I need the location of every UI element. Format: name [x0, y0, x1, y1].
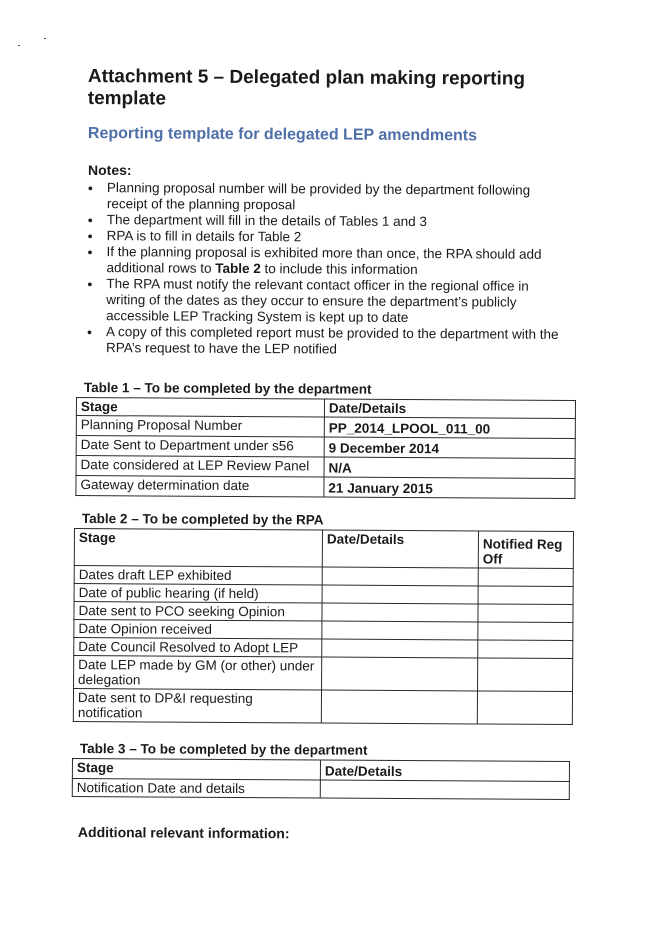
list-item: • The department will fill in the details of Tables 1 and 3: [88, 212, 568, 231]
table2-caption: Table 2 – To be completed by the RPA: [81, 511, 324, 528]
table-cell: Date considered at LEP Review Panel: [76, 456, 324, 478]
scan-speck: [44, 38, 46, 39]
table-header-row: [74, 529, 573, 569]
document-title: Attachment 5 – Delegated plan making reporting template: [87, 66, 526, 110]
notes-heading: Notes:: [88, 162, 132, 178]
table2: [73, 528, 574, 725]
table-cell: 9 December 2014: [324, 437, 575, 459]
table-cell: [477, 691, 572, 725]
table-cell: [322, 585, 478, 604]
table-cell: Date sent to DP&I requesting notification: [73, 689, 321, 724]
table-cell: N/A: [324, 457, 575, 479]
table-header: Date/Details: [320, 760, 569, 782]
document-subtitle: Reporting template for delegated LEP amendments: [87, 124, 478, 145]
list-item: • A copy of this completed report must be provided to the department with the RPA’s request to have the LEP notified: [87, 324, 567, 359]
table-cell: PP_2014_LPOOL_011_00: [324, 417, 575, 439]
additional-info-heading: Additional relevant information:: [77, 824, 290, 842]
table-cell: [322, 657, 478, 691]
table-cell: [478, 586, 573, 605]
table-row: [73, 689, 572, 725]
table-cell: [321, 690, 477, 724]
table-row: [74, 656, 573, 692]
table-cell: [322, 603, 478, 622]
table-row: [76, 476, 575, 499]
table-cell: Gateway determination date: [76, 476, 324, 498]
table-cell: Date sent to PCO seeking Opinion: [74, 602, 322, 622]
table-cell: Dates draft LEP exhibited: [74, 566, 322, 586]
table-cell: Date Opinion received: [74, 620, 322, 640]
table-cell: Notification Date and details: [72, 779, 320, 799]
table-cell: Date LEP made by GM (or other) under delegation: [74, 656, 322, 691]
table-cell: 21 January 2015: [324, 477, 575, 499]
table-header: Notified Reg Off: [478, 531, 573, 569]
table-cell: Planning Proposal Number: [76, 416, 324, 438]
table-cell: Date Council Resolved to Adopt LEP: [74, 638, 322, 658]
table1: [75, 397, 576, 499]
list-item: • RPA is to fill in details for Table 2: [88, 228, 568, 247]
table3-caption: Table 3 – To be completed by the department: [79, 741, 368, 758]
table-header: Stage: [76, 398, 324, 418]
notes-list: [87, 180, 568, 359]
table-cell: [322, 567, 478, 586]
table-header: Stage: [72, 759, 320, 781]
table-cell: [322, 639, 478, 658]
list-item: • If the planning proposal is exhibited more than once, the RPA should add additional rows to Table 2 to include this information: [87, 244, 567, 279]
table1-caption: Table 1 – To be completed by the department: [83, 380, 372, 397]
table-cell: Date Sent to Department under s56: [76, 436, 324, 458]
scan-speck: [18, 45, 20, 46]
table-cell: [478, 622, 573, 641]
table-cell: [478, 604, 573, 623]
list-item: • The RPA must notify the relevant contact officer in the regional office in writing of the dates as they occur to ensure the department’s publicly accessible LEP Tracking System is kept up to date: [87, 276, 567, 327]
table-cell: Date of public hearing (if held): [74, 584, 322, 604]
table3: [72, 758, 570, 800]
table-cell: [322, 621, 478, 640]
table-row: [72, 779, 569, 800]
list-item: • Planning proposal number will be provided by the department following receipt of the planning proposal: [88, 180, 568, 215]
table-header: Stage: [74, 529, 322, 568]
table-header: Date/Details: [322, 530, 478, 568]
table-cell: [478, 640, 573, 659]
table-cell: [478, 658, 573, 692]
table-cell: [320, 780, 569, 800]
table-header: Date/Details: [324, 399, 575, 419]
table-cell: [478, 568, 573, 587]
